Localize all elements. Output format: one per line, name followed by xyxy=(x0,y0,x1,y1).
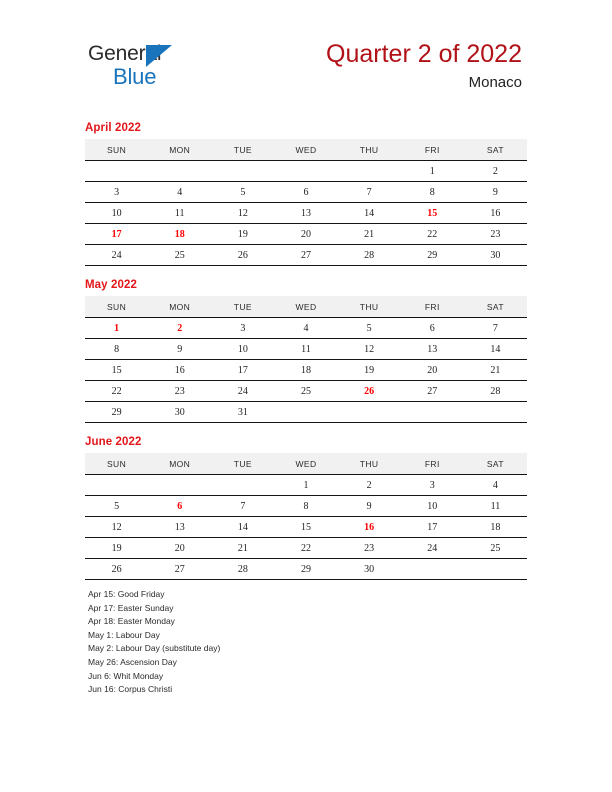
calendar-day: 21 xyxy=(464,360,527,381)
weekday-header-fri: FRI xyxy=(401,139,464,161)
calendar-day: 29 xyxy=(401,245,464,266)
calendar-day: 9 xyxy=(464,182,527,203)
month-block-june xyxy=(85,435,527,580)
weekday-header-row xyxy=(85,453,527,475)
weekday-header-row xyxy=(85,139,527,161)
calendar-day-empty xyxy=(464,402,527,423)
weekday-header-thu: THU xyxy=(338,296,401,318)
calendar-table xyxy=(85,296,527,423)
weekday-header-sun: SUN xyxy=(85,296,148,318)
calendar-day: 31 xyxy=(211,402,274,423)
calendar-day: 5 xyxy=(211,182,274,203)
weekday-header-mon: MON xyxy=(148,139,211,161)
calendar-day: 23 xyxy=(148,381,211,402)
calendar-day-empty xyxy=(148,475,211,496)
holiday-list-item: Jun 16: Corpus Christi xyxy=(88,684,173,695)
month-label: April 2022 xyxy=(85,122,141,134)
calendar-day-empty xyxy=(274,402,337,423)
weekday-header-sat: SAT xyxy=(464,453,527,475)
calendar-day: 18 xyxy=(464,517,527,538)
calendar-day-holiday: 18 xyxy=(148,224,211,245)
calendar-day: 2 xyxy=(338,475,401,496)
page-title: Quarter 2 of 2022 xyxy=(326,40,522,68)
calendar-week-row xyxy=(85,559,527,580)
calendar-day-empty xyxy=(211,161,274,182)
calendar-day: 17 xyxy=(401,517,464,538)
calendar-day: 7 xyxy=(338,182,401,203)
calendar-week-row xyxy=(85,475,527,496)
weekday-header-wed: WED xyxy=(274,453,337,475)
calendar-day: 21 xyxy=(211,538,274,559)
calendar-week-row xyxy=(85,203,527,224)
holiday-list-item: Apr 18: Easter Monday xyxy=(88,616,175,627)
calendar-day: 19 xyxy=(338,360,401,381)
calendar-table xyxy=(85,139,527,266)
logo-text-general: General xyxy=(88,42,162,65)
calendar-week-row xyxy=(85,360,527,381)
calendar-day: 10 xyxy=(211,339,274,360)
calendar-day: 13 xyxy=(274,203,337,224)
weekday-header-wed: WED xyxy=(274,139,337,161)
calendar-day: 24 xyxy=(211,381,274,402)
calendar-day: 14 xyxy=(464,339,527,360)
calendar-day: 17 xyxy=(211,360,274,381)
calendar-day: 5 xyxy=(338,318,401,339)
calendar-body xyxy=(85,161,527,266)
calendar-day: 1 xyxy=(401,161,464,182)
calendar-day: 26 xyxy=(85,559,148,580)
weekday-header-sat: SAT xyxy=(464,139,527,161)
month-block-april xyxy=(85,121,527,266)
calendar-day: 13 xyxy=(148,517,211,538)
calendar-day: 3 xyxy=(401,475,464,496)
month-label: June 2022 xyxy=(85,436,142,448)
calendar-day: 6 xyxy=(274,182,337,203)
weekday-header-thu: THU xyxy=(338,139,401,161)
calendar-day: 3 xyxy=(211,318,274,339)
calendar-week-row xyxy=(85,402,527,423)
calendar-day: 22 xyxy=(85,381,148,402)
calendar-day: 6 xyxy=(401,318,464,339)
calendar-day: 28 xyxy=(211,559,274,580)
calendar-day: 23 xyxy=(464,224,527,245)
calendar-day-holiday: 16 xyxy=(338,517,401,538)
calendar-week-row xyxy=(85,517,527,538)
calendar-day: 7 xyxy=(464,318,527,339)
calendar-day: 16 xyxy=(148,360,211,381)
calendar-day: 27 xyxy=(274,245,337,266)
calendar-day-holiday: 2 xyxy=(148,318,211,339)
calendar-day: 4 xyxy=(274,318,337,339)
calendar-day: 12 xyxy=(338,339,401,360)
calendar-day: 20 xyxy=(274,224,337,245)
calendar-day-empty xyxy=(85,161,148,182)
page-subtitle-country: Monaco xyxy=(468,74,522,91)
calendar-day: 16 xyxy=(464,203,527,224)
calendar-day: 22 xyxy=(401,224,464,245)
calendar-week-row xyxy=(85,339,527,360)
calendar-day: 25 xyxy=(148,245,211,266)
calendar-day: 30 xyxy=(464,245,527,266)
weekday-header-mon: MON xyxy=(148,453,211,475)
calendar-week-row xyxy=(85,245,527,266)
calendar-day: 5 xyxy=(85,496,148,517)
month-label: May 2022 xyxy=(85,279,137,291)
calendar-day: 2 xyxy=(464,161,527,182)
calendar-day-holiday: 15 xyxy=(401,203,464,224)
calendar-day: 27 xyxy=(148,559,211,580)
general-blue-logo xyxy=(88,42,278,90)
calendar-day-holiday: 17 xyxy=(85,224,148,245)
calendar-week-row xyxy=(85,538,527,559)
weekday-header-wed: WED xyxy=(274,296,337,318)
calendar-day: 10 xyxy=(85,203,148,224)
calendar-day: 29 xyxy=(274,559,337,580)
calendar-day: 21 xyxy=(338,224,401,245)
title-block xyxy=(326,38,522,94)
calendar-week-row xyxy=(85,381,527,402)
calendar-day-empty xyxy=(338,402,401,423)
calendar-table xyxy=(85,453,527,580)
calendar-day: 25 xyxy=(464,538,527,559)
holiday-list xyxy=(88,588,508,697)
holiday-list-item: May 26: Ascension Day xyxy=(88,656,177,667)
holiday-list-item: Apr 17: Easter Sunday xyxy=(88,602,174,613)
calendar-week-row xyxy=(85,318,527,339)
weekday-header-tue: TUE xyxy=(211,139,274,161)
calendar-day: 3 xyxy=(85,182,148,203)
calendar-day: 30 xyxy=(148,402,211,423)
weekday-header-fri: FRI xyxy=(401,296,464,318)
calendar-day: 19 xyxy=(85,538,148,559)
calendar-day: 20 xyxy=(148,538,211,559)
calendar-day: 28 xyxy=(464,381,527,402)
calendar-day: 11 xyxy=(274,339,337,360)
holiday-list-item: Apr 15: Good Friday xyxy=(88,589,165,599)
calendar-day: 27 xyxy=(401,381,464,402)
calendar-day: 10 xyxy=(401,496,464,517)
calendar-day: 12 xyxy=(211,203,274,224)
calendar-day: 12 xyxy=(85,517,148,538)
holiday-list-item: May 2: Labour Day (substitute day) xyxy=(88,643,221,654)
calendar-day-empty xyxy=(148,161,211,182)
calendar-day-holiday: 6 xyxy=(148,496,211,517)
calendar-day: 28 xyxy=(338,245,401,266)
calendar-day: 24 xyxy=(401,538,464,559)
weekday-header-mon: MON xyxy=(148,296,211,318)
calendar-day: 25 xyxy=(274,381,337,402)
calendar-day: 14 xyxy=(211,517,274,538)
weekday-header-thu: THU xyxy=(338,453,401,475)
holiday-list-item: May 1: Labour Day xyxy=(88,629,160,640)
calendar-day: 7 xyxy=(211,496,274,517)
calendar-day-empty xyxy=(85,475,148,496)
calendar-day: 9 xyxy=(148,339,211,360)
calendar-day: 23 xyxy=(338,538,401,559)
calendar-day: 22 xyxy=(274,538,337,559)
month-block-may xyxy=(85,278,527,423)
calendar-week-row xyxy=(85,224,527,245)
calendar-body xyxy=(85,475,527,580)
calendar-week-row xyxy=(85,496,527,517)
calendar-day-holiday: 1 xyxy=(85,318,148,339)
page-header xyxy=(0,0,612,112)
calendar-day: 24 xyxy=(85,245,148,266)
calendar-day: 19 xyxy=(211,224,274,245)
calendar-day: 29 xyxy=(85,402,148,423)
calendar-day: 18 xyxy=(274,360,337,381)
weekday-header-sat: SAT xyxy=(464,296,527,318)
calendar-day-empty xyxy=(401,559,464,580)
calendar-day: 26 xyxy=(211,245,274,266)
calendar-day-empty xyxy=(338,161,401,182)
calendar-day: 8 xyxy=(274,496,337,517)
calendar-day: 15 xyxy=(85,360,148,381)
calendar-day: 4 xyxy=(464,475,527,496)
calendar-day: 20 xyxy=(401,360,464,381)
weekday-header-row xyxy=(85,296,527,318)
calendar-day-empty xyxy=(274,161,337,182)
calendar-week-row xyxy=(85,161,527,182)
calendar-body xyxy=(85,318,527,423)
weekday-header-tue: TUE xyxy=(211,453,274,475)
calendar-day-empty xyxy=(211,475,274,496)
calendar-day: 8 xyxy=(401,182,464,203)
weekday-header-fri: FRI xyxy=(401,453,464,475)
weekday-header-sun: SUN xyxy=(85,139,148,161)
calendar-day: 8 xyxy=(85,339,148,360)
weekday-header-sun: SUN xyxy=(85,453,148,475)
calendar-day: 15 xyxy=(274,517,337,538)
calendar-week-row xyxy=(85,182,527,203)
calendar-day-holiday: 26 xyxy=(338,381,401,402)
calendar-day-empty xyxy=(464,559,527,580)
weekday-header-tue: TUE xyxy=(211,296,274,318)
calendar-day: 14 xyxy=(338,203,401,224)
calendar-day: 13 xyxy=(401,339,464,360)
calendar-day: 4 xyxy=(148,182,211,203)
calendar-day: 9 xyxy=(338,496,401,517)
calendar-day-empty xyxy=(401,402,464,423)
calendar-day: 11 xyxy=(148,203,211,224)
calendar-day: 1 xyxy=(274,475,337,496)
logo-text-blue: Blue xyxy=(113,64,157,89)
calendar-day: 11 xyxy=(464,496,527,517)
holiday-list-item: Jun 6: Whit Monday xyxy=(88,670,164,681)
calendar-day: 30 xyxy=(338,559,401,580)
